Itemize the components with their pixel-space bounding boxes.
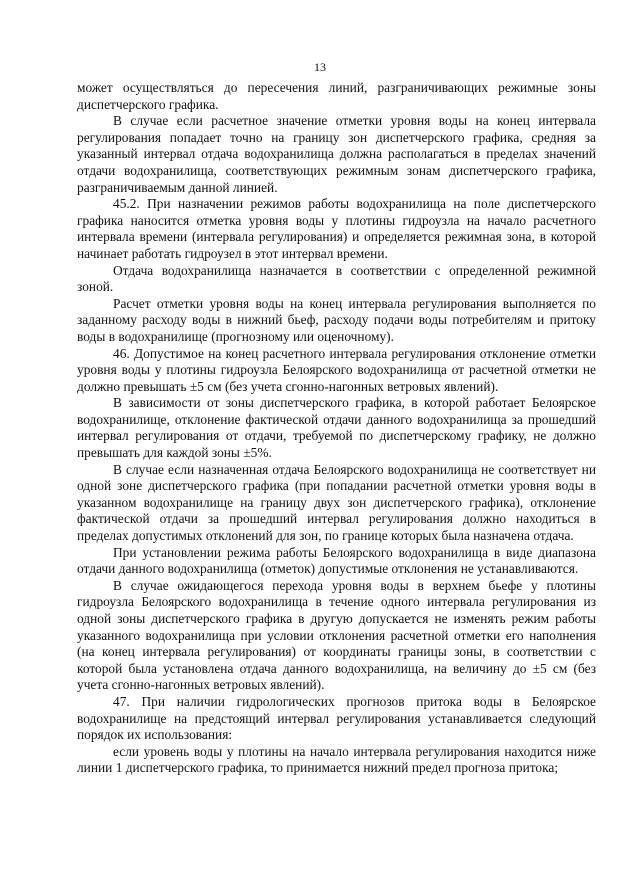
paragraph-2: В случае если расчетное значение отметки уровня воды на конец интервала регулирования попадает точно на границу зон диспетчерского графика, средняя за указанный интервал отдача водохранилища должна располагаться в пределах значений отдачи водохранилища, соответствующих режимным зонам диспетчерского графика, разграничиваемым данной линией.: [77, 113, 596, 195]
paragraph-46: 46. Допустимое на конец расчетного интервала регулирования отклонение отметки уровня воды у плотины гидроузла Белоярского водохранилища от расчетной отметки не должно превышать ±5 см (без учета сгонно-нагонных ветровых явлений).: [77, 345, 596, 394]
page-number: 13: [314, 60, 326, 74]
paragraph-1: может осуществляться до пересечения линий, разграничивающих режимные зоны диспетчерского графика.: [77, 80, 596, 112]
paragraph-10: В случае ожидающегося перехода уровня воды в верхнем бьефе у плотины гидроузла Белоярского водохранилища в течение одного интервала регулирования из одной зоны диспетчерского графика в другую допускается не изменять режим работы указанного водохранилища при условии отклонения расчетной отметки его наполнения (на конец интервала регулирования) от координаты границы зоны, в соответствии с которой была установлена отдача данного водохранилища, на величину до ±5 см (без учета сгонно-нагонных ветровых явлений).: [77, 577, 596, 693]
paragraph-8: В случае если назначенная отдача Белоярского водохранилища не соответствует ни одной зоне диспетчерского графика (при попадании расчетной отметки уровня воды в указанном водохранилище на границу двух зон диспетчерского графика), отклонение фактической отдачи за прошедший интервал регулирования должно находиться в пределах допустимых отклонений для зон, по границе которых была назначена отдача.: [77, 461, 596, 544]
paragraph-45-2: 45.2. При назначении режимов работы водохранилища на поле диспетчерского графика наносится отметка уровня воды у плотины гидроузла на начало расчетного интервала времени (интервала регулирования) и определяется режимная зона, в которой начинает работать гидроузел в этот интервал времени.: [77, 196, 596, 261]
document-body: [77, 80, 596, 777]
paragraph-12: если уровень воды у плотины на начало интервала регулирования находится ниже линии 1 диспетчерского графика, то принимается нижний предел прогноза притока;: [77, 743, 596, 776]
paragraph-9: При установлении режима работы Белоярского водохранилища в виде диапазона отдачи данного водохранилища (отметок) допустимые отклонения не устанавливаются.: [77, 544, 596, 577]
paragraph-47: 47. При наличии гидрологических прогнозов притока воды в Белоярское водохранилище на предстоящий интервал регулирования устанавливается следующий порядок их использования:: [77, 693, 596, 743]
paragraph-7: В зависимости от зоны диспетчерского графика, в которой работает Белоярское водохранилище, отклонение фактической отдачи данного водохранилища за прошедший интервал регулирования от отдачи, требуемой по диспетчерскому графику, не должно превышать для каждой зоны ±5%.: [77, 395, 596, 461]
paragraph-4: Отдача водохранилища назначается в соответствии с определенной режимной зоной.: [77, 262, 596, 295]
paragraph-5: Расчет отметки уровня воды на конец интервала регулирования выполняется по заданному расходу воды в нижний бьеф, расходу подачи воды потребителям и притоку воды в водохранилище (прогнозному или оценочному).: [77, 295, 596, 344]
